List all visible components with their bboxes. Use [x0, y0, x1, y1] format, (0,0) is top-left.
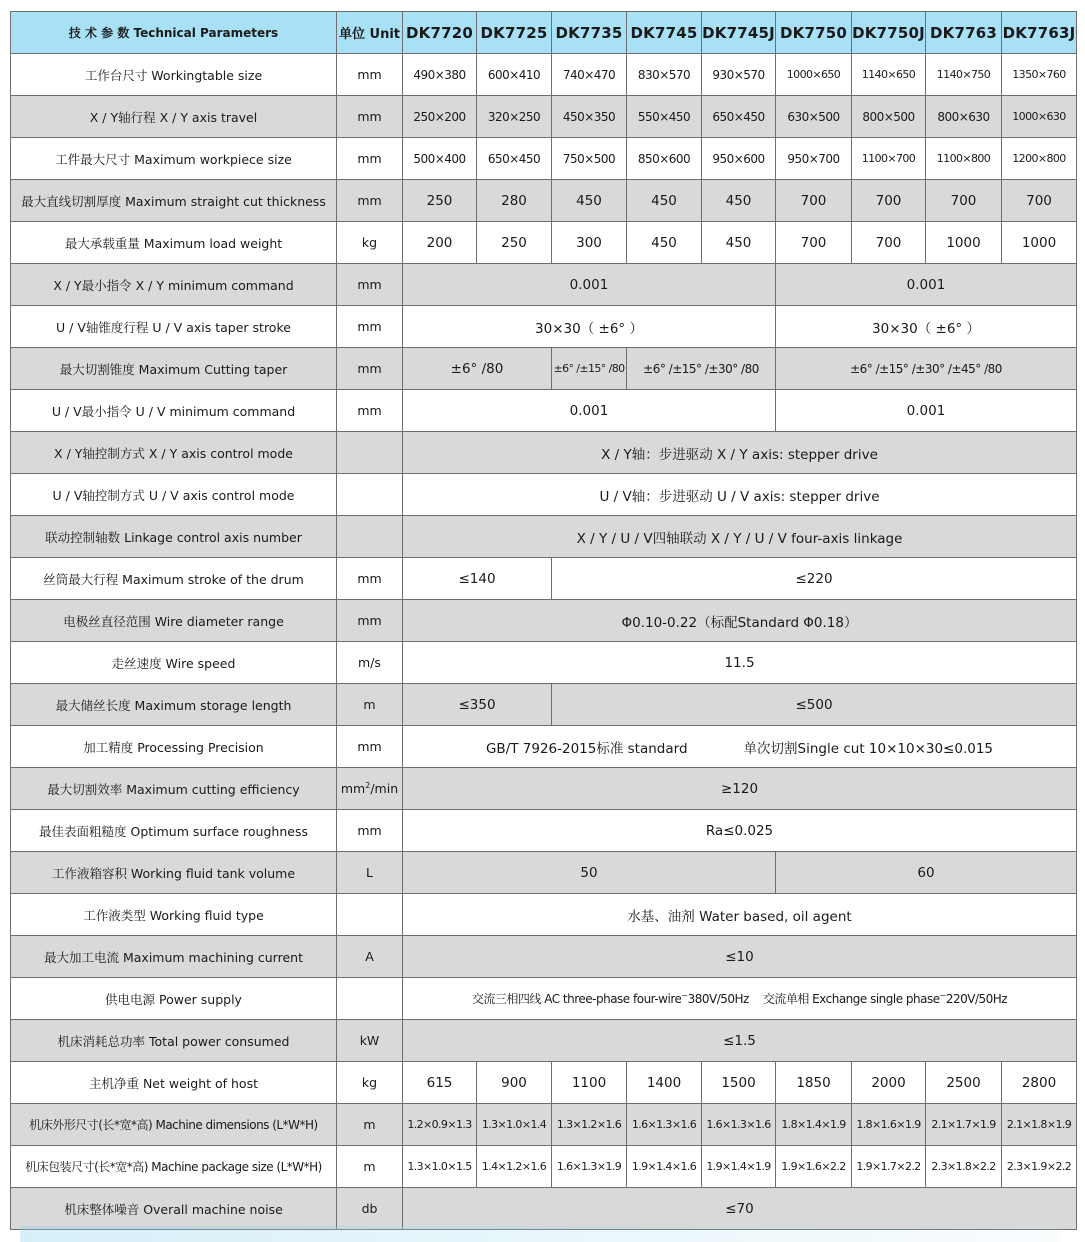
value-cell: 1.9×1.7×2.2 — [852, 1146, 926, 1188]
value-cell: 30×30（ ±6° ） — [403, 306, 776, 348]
value-cell: 0.001 — [403, 264, 776, 306]
value-cell: 1.3×1.0×1.4 — [477, 1104, 552, 1146]
table-row-fluid-type — [11, 894, 1077, 936]
row-unit — [337, 474, 403, 516]
table-row-max-workpiece — [11, 138, 1077, 180]
table-row-cut-thickness — [11, 180, 1077, 222]
row-label: 电极丝直径范围 Wire diameter range — [11, 600, 337, 642]
table-row-precision — [11, 726, 1077, 768]
model-header: DK7750 — [776, 12, 852, 54]
value-cell: U / V轴：步进驱动 U / V axis: stepper drive — [403, 474, 1077, 516]
model-header: DK7745J — [702, 12, 776, 54]
row-unit: kg — [337, 1062, 403, 1104]
value-cell: 11.5 — [403, 642, 1077, 684]
row-unit: mm — [337, 726, 403, 768]
table-row-machining-current — [11, 936, 1077, 978]
row-label: 最大储丝长度 Maximum storage length — [11, 684, 337, 726]
table-row-linkage — [11, 516, 1077, 558]
row-unit: mm — [337, 96, 403, 138]
value-cell: 850×600 — [627, 138, 702, 180]
value-cell: ≤500 — [552, 684, 1077, 726]
model-header: DK7763 — [926, 12, 1002, 54]
value-cell: 450×350 — [552, 96, 627, 138]
value-cell: 1400 — [627, 1062, 702, 1104]
row-unit: A — [337, 936, 403, 978]
value-cell: 500×400 — [403, 138, 477, 180]
value-cell: ≤70 — [403, 1188, 1077, 1230]
row-label: 联动控制轴数 Linkage control axis number — [11, 516, 337, 558]
value-cell: 200 — [403, 222, 477, 264]
value-cell: 250 — [477, 222, 552, 264]
row-unit — [337, 894, 403, 936]
row-unit: mm — [337, 180, 403, 222]
value-cell: ±6° /80 — [403, 348, 552, 390]
value-cell: 1000 — [926, 222, 1002, 264]
three-phase-label: 交流三相四线 AC three-phase four-wire — [471, 992, 682, 1006]
row-unit: mm — [337, 54, 403, 96]
value-cell: 615 — [403, 1062, 477, 1104]
row-label: X / Y轴行程 X / Y axis travel — [11, 96, 337, 138]
row-label: 工件最大尺寸 Maximum workpiece size — [11, 138, 337, 180]
row-unit: mm — [337, 390, 403, 432]
table-row-roughness — [11, 810, 1077, 852]
value-cell: 450 — [627, 222, 702, 264]
table-row-table-size — [11, 54, 1077, 96]
tilde-mark: ~ — [939, 991, 946, 1000]
value-cell: 450 — [702, 222, 776, 264]
row-unit — [337, 978, 403, 1020]
row-label: U / V轴锥度行程 U / V axis taper stroke — [11, 306, 337, 348]
table-row-drum-stroke — [11, 558, 1077, 600]
value-cell: 1500 — [702, 1062, 776, 1104]
value-cell: 1000×630 — [1002, 96, 1077, 138]
value-cell: Φ0.10-0.22（标配Standard Φ0.18） — [403, 600, 1077, 642]
unit-tail: /min — [370, 781, 399, 797]
value-cell: ≤140 — [403, 558, 552, 600]
value-cell: 1000 — [1002, 222, 1077, 264]
value-cell — [403, 726, 1077, 768]
value-cell: 1350×760 — [1002, 54, 1077, 96]
table-row-package-size — [11, 1146, 1077, 1188]
table-row-xy-control — [11, 432, 1077, 474]
row-unit: db — [337, 1188, 403, 1230]
table-row-uv-min-command — [11, 390, 1077, 432]
value-cell: 600×410 — [477, 54, 552, 96]
value-cell: 650×450 — [477, 138, 552, 180]
value-cell: 930×570 — [702, 54, 776, 96]
table-row-wire-diameter — [11, 600, 1077, 642]
row-unit: L — [337, 852, 403, 894]
unit-exponent: 2 — [365, 780, 371, 790]
row-label: 机床包装尺寸(长*宽*高) Machine package size (L*W*H) — [11, 1146, 337, 1188]
row-unit: m/s — [337, 642, 403, 684]
value-cell: 0.001 — [403, 390, 776, 432]
value-cell: 700 — [852, 180, 926, 222]
value-cell: 700 — [1002, 180, 1077, 222]
value-cell: 250 — [403, 180, 477, 222]
value-cell: 700 — [776, 180, 852, 222]
value-cell: 700 — [776, 222, 852, 264]
value-cell: ±6° /±15° /±30° /80 — [627, 348, 776, 390]
header-param: 技 术 参 数 Technical Parameters — [11, 12, 337, 54]
value-cell: ±6° /±15° /80 — [552, 348, 627, 390]
value-cell: 450 — [627, 180, 702, 222]
row-label: U / V轴控制方式 U / V axis control mode — [11, 474, 337, 516]
model-header: DK7750J — [852, 12, 926, 54]
technical-parameters-table — [10, 11, 1077, 1230]
value-cell: 1100×800 — [926, 138, 1002, 180]
value-cell: X / Y轴：步进驱动 X / Y axis: stepper drive — [403, 432, 1077, 474]
row-unit: mm — [337, 138, 403, 180]
value-cell: ±6° /±15° /±30° /±45° /80 — [776, 348, 1077, 390]
row-unit — [337, 432, 403, 474]
value-cell: 2.3×1.9×2.2 — [1002, 1146, 1077, 1188]
value-cell: ≤350 — [403, 684, 552, 726]
value-cell: 2.1×1.8×1.9 — [1002, 1104, 1077, 1146]
value-cell: 750×500 — [552, 138, 627, 180]
table-row-noise — [11, 1188, 1077, 1230]
unit-base: mm — [340, 781, 366, 797]
value-cell: 1100 — [552, 1062, 627, 1104]
value-cell: 650×450 — [702, 96, 776, 138]
value-cell: 水基、油剂 Water based, oil agent — [403, 894, 1077, 936]
value-cell: 1.8×1.4×1.9 — [776, 1104, 852, 1146]
value-cell: 830×570 — [627, 54, 702, 96]
value-cell: 0.001 — [776, 390, 1077, 432]
row-label: 工作台尺寸 Workingtable size — [11, 54, 337, 96]
table-row-net-weight — [11, 1062, 1077, 1104]
row-label: 最大直线切割厚度 Maximum straight cut thickness — [11, 180, 337, 222]
row-unit: mm — [337, 348, 403, 390]
row-label: 最大切割锥度 Maximum Cutting taper — [11, 348, 337, 390]
value-cell: 450 — [702, 180, 776, 222]
row-label: U / V最小指令 U / V minimum command — [11, 390, 337, 432]
value-cell: 1100×700 — [852, 138, 926, 180]
row-unit: mm — [337, 264, 403, 306]
table-row-tank-volume — [11, 852, 1077, 894]
single-phase-label: 交流单相 Exchange single phase — [762, 992, 940, 1006]
table-row-xy-min-command — [11, 264, 1077, 306]
row-label: 机床消耗总功率 Total power consumed — [11, 1020, 337, 1062]
value-cell: 1.6×1.3×1.6 — [702, 1104, 776, 1146]
header-row — [11, 12, 1077, 54]
precision-single-cut: 单次切割Single cut 10×10×30≤0.015 — [743, 740, 994, 757]
table-row-storage-length — [11, 684, 1077, 726]
bottom-watermark-band — [20, 1226, 1060, 1242]
value-cell: 740×470 — [552, 54, 627, 96]
row-label: X / Y最小指令 X / Y minimum command — [11, 264, 337, 306]
single-phase-value: 220V/50Hz — [945, 992, 1008, 1006]
row-label: 工作液箱容积 Working fluid tank volume — [11, 852, 337, 894]
value-cell: ≤10 — [403, 936, 1077, 978]
value-cell: 700 — [852, 222, 926, 264]
model-header: DK7735 — [552, 12, 627, 54]
value-cell: 1.9×1.6×2.2 — [776, 1146, 852, 1188]
value-cell: 1.9×1.4×1.9 — [702, 1146, 776, 1188]
row-label: 最大切割效率 Maximum cutting efficiency — [11, 768, 337, 810]
value-cell: 50 — [403, 852, 776, 894]
row-label: 主机净重 Net weight of host — [11, 1062, 337, 1104]
three-phase-value: 380V/50Hz — [687, 992, 749, 1006]
table-row-load-weight — [11, 222, 1077, 264]
value-cell — [403, 978, 1077, 1020]
row-label: 丝筒最大行程 Maximum stroke of the drum — [11, 558, 337, 600]
table-row-cutting-taper — [11, 348, 1077, 390]
table-row-power-supply — [11, 978, 1077, 1020]
value-cell: 1.3×1.0×1.5 — [403, 1146, 477, 1188]
row-label: 走丝速度 Wire speed — [11, 642, 337, 684]
model-header: DK7725 — [477, 12, 552, 54]
value-cell: 1000×650 — [776, 54, 852, 96]
row-unit — [337, 768, 403, 810]
value-cell: 490×380 — [403, 54, 477, 96]
table-row-uv-taper — [11, 306, 1077, 348]
value-cell: 800×630 — [926, 96, 1002, 138]
value-cell: 2800 — [1002, 1062, 1077, 1104]
value-cell: 1.6×1.3×1.6 — [627, 1104, 702, 1146]
table-row-wire-speed — [11, 642, 1077, 684]
value-cell: 30×30（ ±6° ） — [776, 306, 1077, 348]
value-cell: 630×500 — [776, 96, 852, 138]
value-cell: 2.3×1.8×2.2 — [926, 1146, 1002, 1188]
model-header: DK7745 — [627, 12, 702, 54]
value-cell: 800×500 — [852, 96, 926, 138]
tilde-mark: ~ — [681, 991, 688, 1000]
value-cell: 60 — [776, 852, 1077, 894]
value-cell: 700 — [926, 180, 1002, 222]
table-row-uv-control — [11, 474, 1077, 516]
model-header: DK7720 — [403, 12, 477, 54]
table-row-xy-travel — [11, 96, 1077, 138]
table-row-dimensions — [11, 1104, 1077, 1146]
row-label: 最大承载重量 Maximum load weight — [11, 222, 337, 264]
value-cell: ≤1.5 — [403, 1020, 1077, 1062]
row-unit: kg — [337, 222, 403, 264]
row-label: X / Y轴控制方式 X / Y axis control mode — [11, 432, 337, 474]
value-cell: X / Y / U / V四轴联动 X / Y / U / V four-axis linkage — [403, 516, 1077, 558]
value-cell: 1.4×1.2×1.6 — [477, 1146, 552, 1188]
row-label: 最大加工电流 Maximum machining current — [11, 936, 337, 978]
value-cell: ≥120 — [403, 768, 1077, 810]
header-unit: 单位 Unit — [337, 12, 403, 54]
row-unit: mm — [337, 600, 403, 642]
row-label: 工作液类型 Working fluid type — [11, 894, 337, 936]
value-cell: 300 — [552, 222, 627, 264]
row-label: 加工精度 Processing Precision — [11, 726, 337, 768]
value-cell: 250×200 — [403, 96, 477, 138]
value-cell: 450 — [552, 180, 627, 222]
value-cell: 1850 — [776, 1062, 852, 1104]
value-cell: 280 — [477, 180, 552, 222]
model-header: DK7763J — [1002, 12, 1077, 54]
row-unit: m — [337, 1146, 403, 1188]
row-unit: mm — [337, 558, 403, 600]
row-unit — [337, 516, 403, 558]
value-cell: 1.3×1.2×1.6 — [552, 1104, 627, 1146]
row-label: 机床外形尺寸(长*宽*高) Machine dimensions (L*W*H) — [11, 1104, 337, 1146]
value-cell: 2.1×1.7×1.9 — [926, 1104, 1002, 1146]
row-unit: kW — [337, 1020, 403, 1062]
precision-standard: GB/T 7926-2015标准 standard — [485, 740, 688, 757]
table-row-cutting-efficiency — [11, 768, 1077, 810]
value-cell: 1.2×0.9×1.3 — [403, 1104, 477, 1146]
value-cell: 900 — [477, 1062, 552, 1104]
value-cell: 950×700 — [776, 138, 852, 180]
table-row-total-power — [11, 1020, 1077, 1062]
value-cell: 1200×800 — [1002, 138, 1077, 180]
value-cell: 2500 — [926, 1062, 1002, 1104]
value-cell: 0.001 — [776, 264, 1077, 306]
value-cell: 1.8×1.6×1.9 — [852, 1104, 926, 1146]
row-unit: mm — [337, 810, 403, 852]
value-cell: 320×250 — [477, 96, 552, 138]
value-cell: Ra≤0.025 — [403, 810, 1077, 852]
value-cell: 1140×750 — [926, 54, 1002, 96]
value-cell: 1.9×1.4×1.6 — [627, 1146, 702, 1188]
value-cell: 550×450 — [627, 96, 702, 138]
row-label: 供电电源 Power supply — [11, 978, 337, 1020]
value-cell: 2000 — [852, 1062, 926, 1104]
row-label: 最佳表面粗糙度 Optimum surface roughness — [11, 810, 337, 852]
row-unit: m — [337, 1104, 403, 1146]
value-cell: 950×600 — [702, 138, 776, 180]
row-unit: m — [337, 684, 403, 726]
row-label: 机床整体噪音 Overall machine noise — [11, 1188, 337, 1230]
value-cell: ≤220 — [552, 558, 1077, 600]
row-unit: mm — [337, 306, 403, 348]
value-cell: 1140×650 — [852, 54, 926, 96]
value-cell: 1.6×1.3×1.9 — [552, 1146, 627, 1188]
